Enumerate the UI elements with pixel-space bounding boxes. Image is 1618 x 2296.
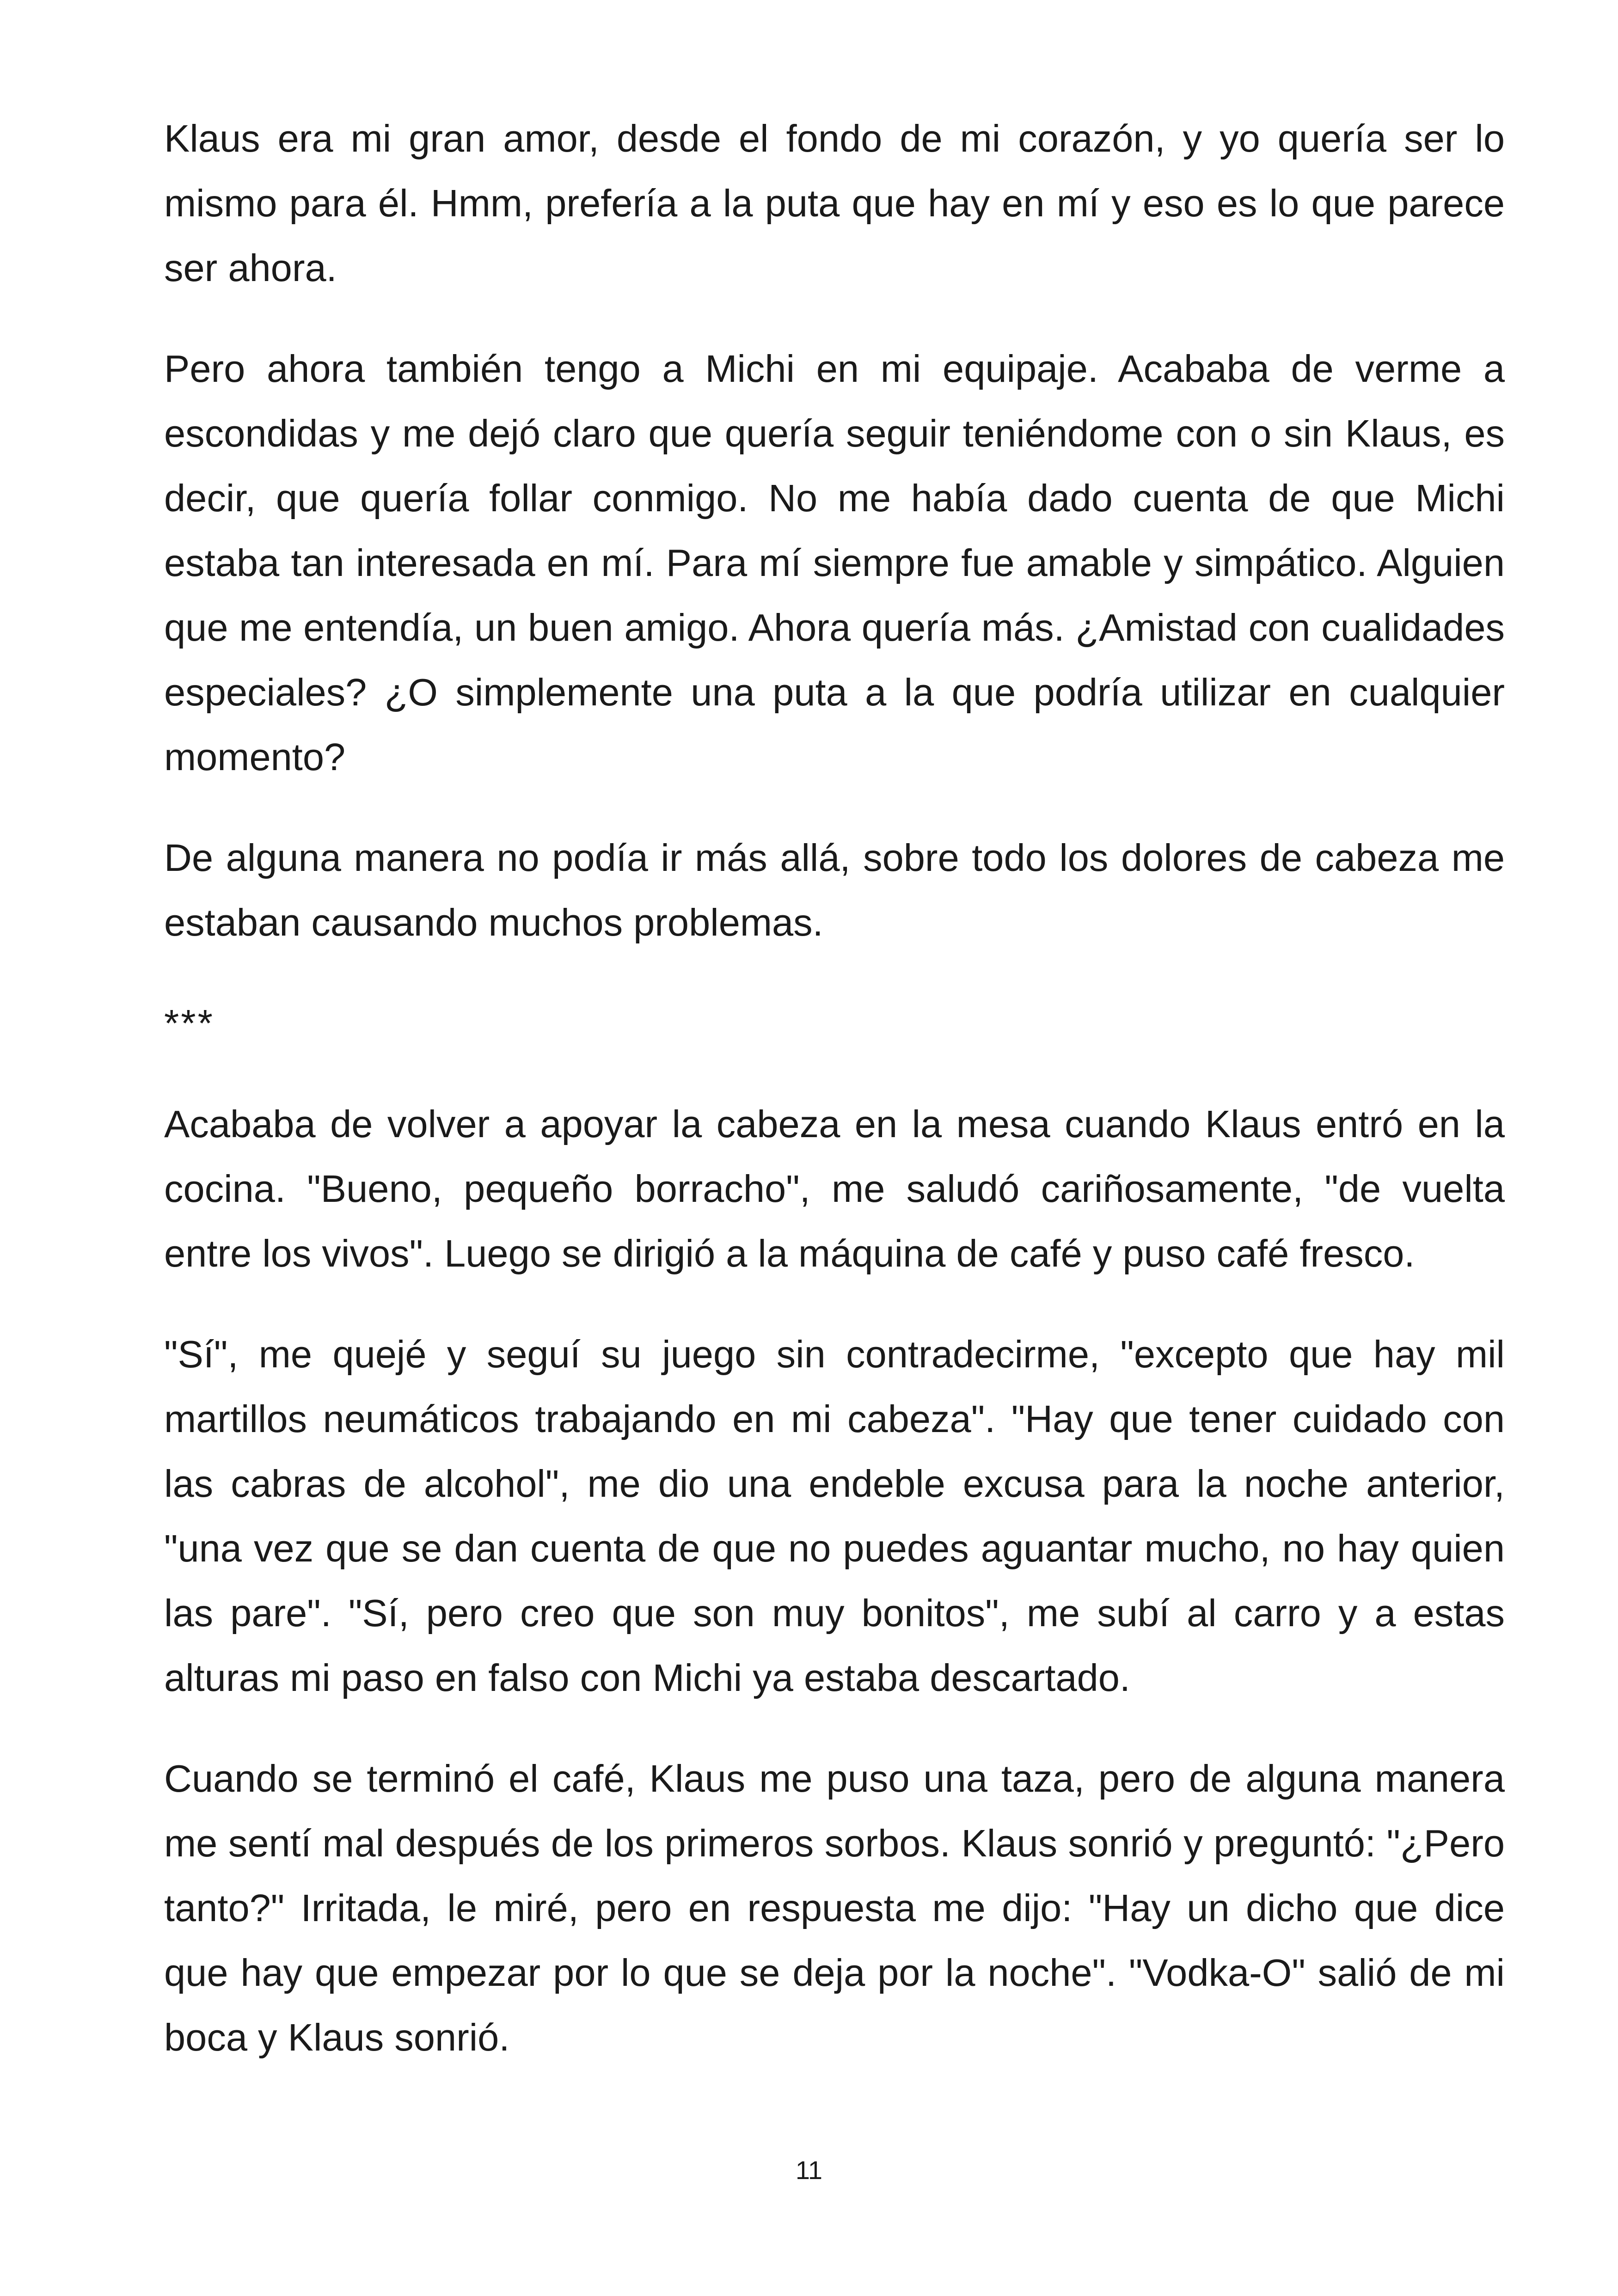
paragraph-5: "Sí", me quejé y seguí su juego sin contradecirme, "excepto que hay mil martillos neumáticos trabajando en mi cabeza". "Hay que tener cuidado con las cabras de alcohol", me dio una endeble excusa para la noche anterior, "una vez que se dan cuenta de que no puedes aguantar mucho, no hay quien las pare". "Sí, pero creo que son muy bonitos", me subí al carro y a estas alturas mi paso en falso con Michi ya estaba descartado. [164, 1333, 1505, 1699]
page-number: 11 [795, 2155, 823, 2185]
paragraph-2: Pero ahora también tengo a Michi en mi equipaje. Acababa de verme a escondidas y me dejó claro que quería seguir teniéndome con o sin Klaus, es decir, que quería follar conmigo. No me había dado cuenta de que Michi estaba tan interesada en mí. Para mí siempre fue amable y simpático. Alguien que me entendía, un buen amigo. Ahora quería más. ¿Amistad con cualidades especiales? ¿O simplemente una puta a la que podría utilizar en cualquier momento? [164, 347, 1505, 778]
document-body [164, 106, 1505, 2106]
paragraph-6: Cuando se terminó el café, Klaus me puso una taza, pero de alguna manera me sentí mal después de los primeros sorbos. Klaus sonrió y preguntó: "¿Pero tanto?" Irritada, le miré, pero en respuesta me dijo: "Hay un dicho que dice que hay que empezar por lo que se deja por la noche". "Vodka-O" salió de mi boca y Klaus sonrió. [164, 1757, 1505, 2059]
section-separator: *** [164, 1002, 215, 1045]
paragraph-1: Klaus era mi gran amor, desde el fondo de mi corazón, y yo quería ser lo mismo para él. Hmm, prefería a la puta que hay en mí y eso es lo que parece ser ahora. [164, 117, 1505, 289]
paragraph-4: Acababa de volver a apoyar la cabeza en la mesa cuando Klaus entró en la cocina. "Bueno, pequeño borracho", me saludó cariñosamente, "de vuelta entre los vivos". Luego se dirigió a la máquina de café y puso café fresco. [164, 1102, 1505, 1275]
paragraph-3: De alguna manera no podía ir más allá, sobre todo los dolores de cabeza me estaban causando muchos problemas. [164, 836, 1505, 944]
